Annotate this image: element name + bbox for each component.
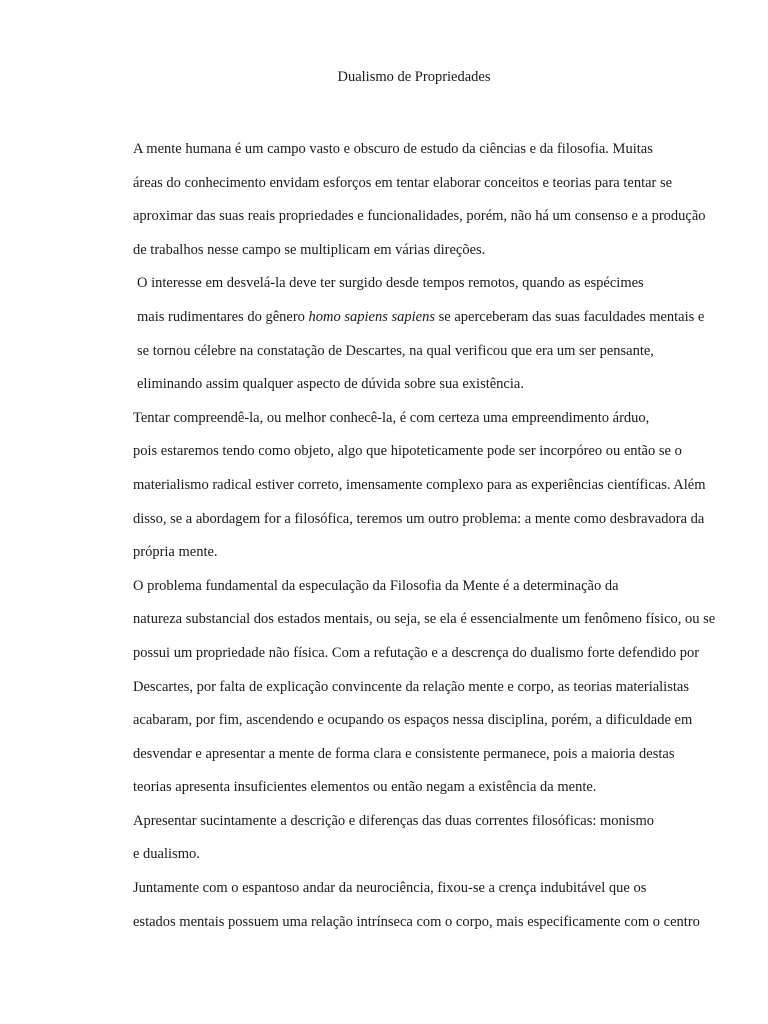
document-body (74, 133, 716, 939)
text-line: A mente humana é um campo vasto e obscuro de estudo da ciências e da filosofia. Muitas (133, 141, 653, 157)
text-line: materialismo radical estiver correto, imensamente complexo para as experiências científicas. Além (133, 476, 706, 493)
text-fragment: se aperceberam das suas faculdades mentais e (435, 308, 705, 325)
text-line: possui um propriedade não física. Com a refutação e a descrença do dualismo forte defendido por (133, 644, 700, 661)
text-line: O problema fundamental da especulação da Filosofia da Mente é a determinação da (133, 577, 619, 594)
text-line: acabaram, por fim, ascendendo e ocupando os espaços nessa disciplina, porém, a dificuldade em (133, 712, 693, 729)
document-title: Dualismo de Propriedades (337, 69, 491, 85)
paragraph-4 (74, 570, 716, 805)
text-line: áreas do conhecimento envidam esforços em tentar elaborar conceitos e teorias para tentar se (133, 174, 673, 191)
text-line: desvendar e apresentar a mente de forma clara e consistente permanece, pois a maioria destas (133, 745, 675, 762)
text-line: eliminando assim qualquer aspecto de dúvida sobre sua existência. (137, 376, 524, 393)
text-line: se tornou célebre na constatação de Descartes, na qual verificou que era um ser pensante, (137, 342, 654, 359)
text-line: Descartes, por falta de explicação convincente da relação mente e corpo, as teorias materialistas (133, 678, 689, 695)
text-line: Apresentar sucintamente a descrição e diferenças das duas correntes filosóficas: monismo (133, 812, 654, 829)
paragraph-2 (74, 267, 705, 401)
text-line: de trabalhos nesse campo se multiplicam em várias direções. (133, 241, 486, 258)
text-line: pois estaremos tendo como objeto, algo que hipoteticamente pode ser incorpóreo ou então se o (133, 443, 682, 460)
text-line: disso, se a abordagem for a filosófica, teremos um outro problema: a mente como desbravadora da (133, 510, 705, 527)
text-line: estados mentais possuem uma relação intrínseca com o corpo, mais especificamente com o centro (133, 913, 700, 930)
text-line: Tentar compreendê-la, ou melhor conhecê-la, é com certeza uma empreendimento árduo, (133, 409, 650, 426)
text-line: e dualismo. (133, 846, 200, 863)
species-name-italic: homo sapiens sapiens (308, 308, 436, 325)
paragraph-3 (74, 402, 706, 570)
text-line: aproximar das suas reais propriedades e funcionalidades, porém, não há um consenso e a produção (133, 208, 706, 225)
paragraph-1 (74, 133, 706, 267)
text-line: O interesse em desvelá-la deve ter surgido desde tempos remotos, quando as espécimes (137, 275, 644, 292)
text-fragment: mais rudimentares do gênero (137, 308, 309, 325)
text-line: própria mente. (133, 544, 218, 561)
text-line: Juntamente com o espantoso andar da neurociência, fixou-se a crença indubitável que os (133, 880, 647, 897)
text-line (74, 301, 705, 335)
text-line: natureza substancial dos estados mentais, ou seja, se ela é essencialmente um fenômeno físico, ou se (133, 611, 716, 628)
paragraph-5 (74, 805, 690, 872)
text-line: teorias apresenta insuficientes elementos ou então negam a existência da mente. (133, 779, 597, 796)
paragraph-6 (74, 872, 700, 939)
